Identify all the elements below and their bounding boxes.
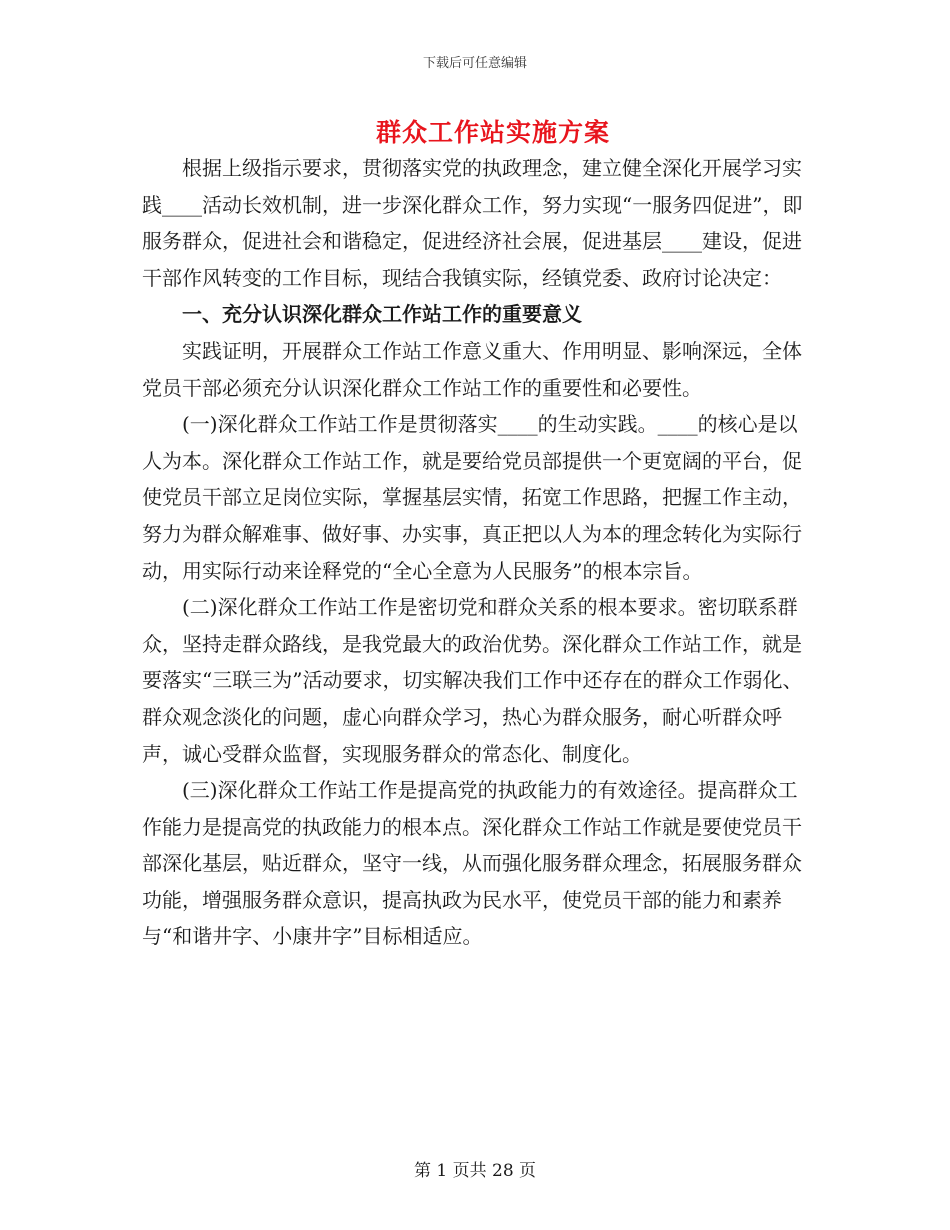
body-paragraph: (一)深化群众工作站工作是贯彻落实____的生动实践。____的核心是以人为本。深化群众工作站工作，就是要给党员部提供一个更宽阔的平台，促使党员干部立足岗位实际，掌握基层实情，拓宽工作思路，把握工作主动，努力为群众解难事、做好事、办实事，真正把以人为本的理念转化为实际行动，用实际行动来诠释党的“全心全意为人民服务”的根本宗旨。 [142,412,802,583]
page-number: 1 [436,1161,448,1181]
total-pages: 28 [492,1161,514,1181]
footer-middle: 页共 [452,1161,487,1181]
footer-prefix: 第 [413,1161,431,1181]
section-heading: 一、充分认识深化群众工作站工作的重要意义 [182,302,582,327]
body-paragraph: (二)深化群众工作站工作是密切党和群众关系的根本要求。密切联系群众，坚持走群众路线，是我党最大的政治优势。深化群众工作站工作，就是要落实“三联三为”活动要求，切实解决我们工作中还存在的群众工作弱化、群众观念淡化的问题，虚心向群众学习，热心为群众服务，耐心听群众呼声，诚心受群众监督，实现服务群众的常态化、制度化。 [142,595,803,766]
page-footer [0,1156,950,1181]
footer-suffix: 页 [519,1161,537,1181]
body-paragraph: (三)深化群众工作站工作是提高党的执政能力的有效途径。提高群众工作能力是提高党的执政能力的根本点。深化群众工作站工作就是要使党员干部深化基层，贴近群众，坚守一线，从而强化服务群众理念，拓展服务群众功能，增强服务群众意识，提高执政为民水平，使党员干部的能力和素养与“和谐井字、小康井字”目标相适应。 [142,778,802,949]
body-paragraph: 实践证明，开展群众工作站工作意义重大、作用明显、影响深远，全体党员干部必须充分认识深化群众工作站工作的重要性和必要性。 [142,338,802,400]
intro-paragraph: 根据上级指示要求，贯彻落实党的执政理念，建立健全深化开展学习实践____活动长效机制，进一步深化群众工作，努力实现“一服务四促进”，即服务群众，促进社会和谐稳定，促进经济社会展，促进基层____建设，促进干部作风转变的工作目标，现结合我镇实际，经镇党委、政府讨论决定： [142,156,803,290]
document-body [142,150,812,955]
header-note: 下载后可任意编辑 [422,56,527,71]
document-title: 群众工作站实施方案 [375,118,610,147]
